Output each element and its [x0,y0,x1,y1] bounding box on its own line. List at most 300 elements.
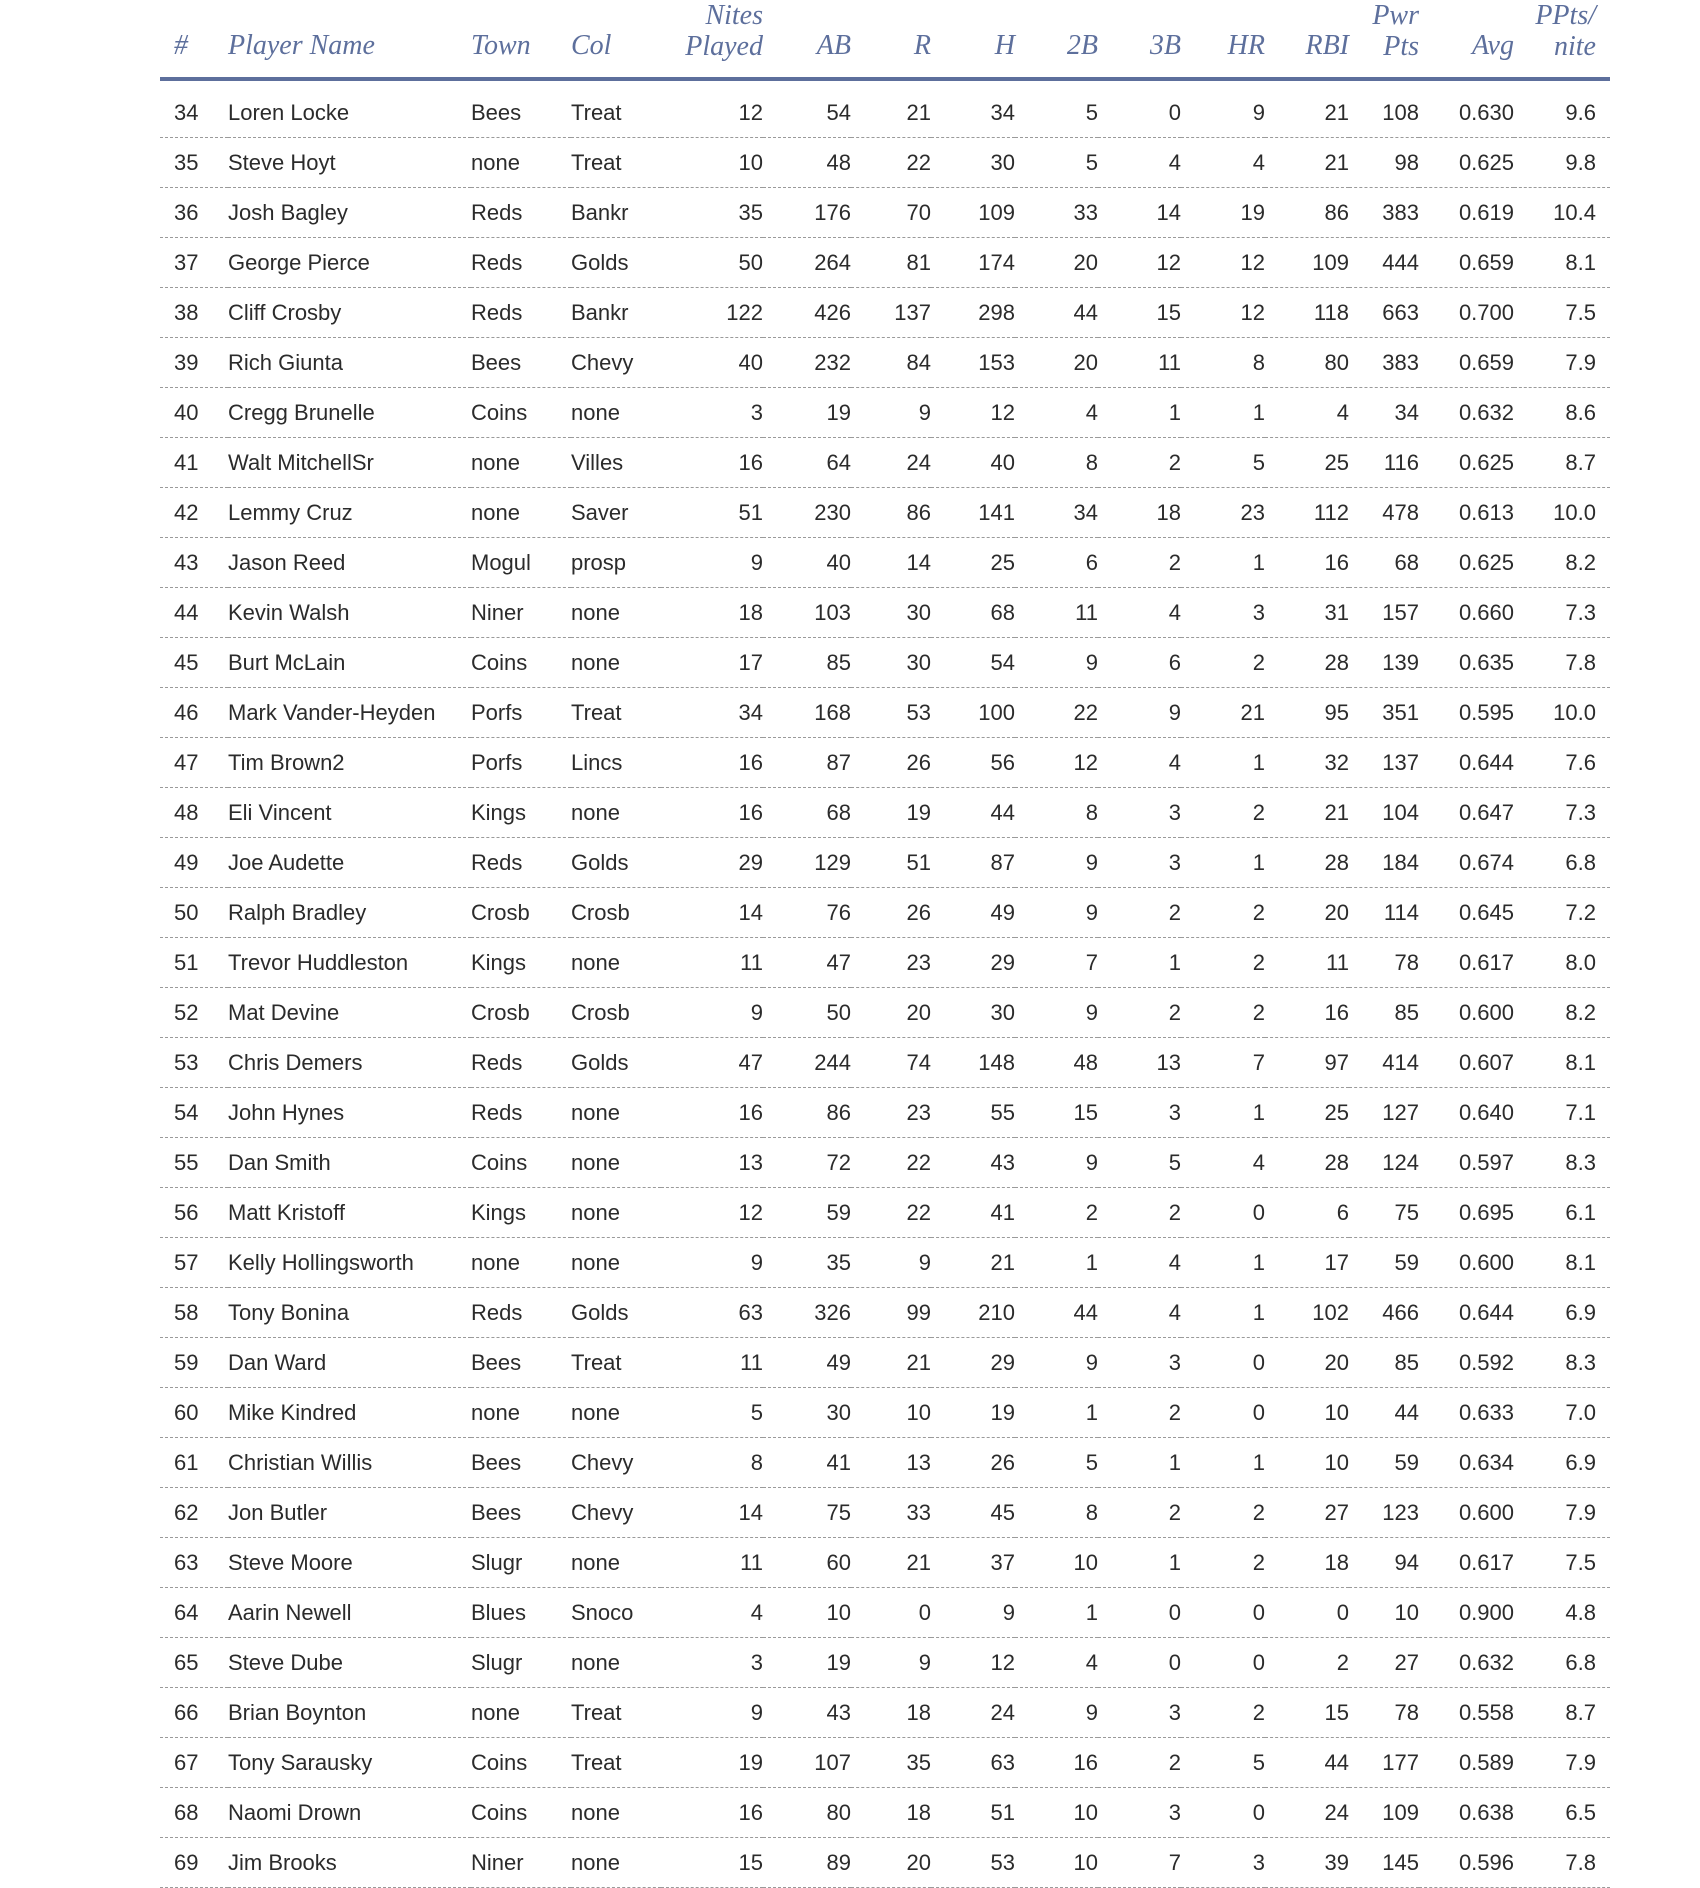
cell-ab: 168 [763,688,851,738]
cell-hr: 1 [1181,538,1265,588]
cell-r: 21 [851,1338,931,1388]
cell-col: prosp [571,538,661,588]
cell-avg: 0.625 [1419,538,1514,588]
cell-num: 67 [160,1738,228,1788]
cell-player-name: Joe Audette [228,838,471,888]
cell-pwr-pts: 78 [1349,1688,1419,1738]
cell-hr: 4 [1181,138,1265,188]
cell-ppts-per-nite: 4.8 [1514,1588,1610,1638]
cell-3b: 13 [1098,1038,1181,1088]
cell-ab: 19 [763,388,851,438]
cell-avg: 0.600 [1419,988,1514,1038]
cell-player-name: Steve Dube [228,1638,471,1688]
cell-town: none [471,1688,571,1738]
cell-num: 50 [160,888,228,938]
cell-h: 53 [931,1838,1015,1888]
cell-pwr-pts: 27 [1349,1638,1419,1688]
cell-player-name: Steve Moore [228,1538,471,1588]
cell-town: Crosb [471,988,571,1038]
cell-player-name: Ralph Bradley [228,888,471,938]
cell-nites-played: 122 [661,288,763,338]
cell-r: 81 [851,238,931,288]
cell-rbi: 31 [1265,588,1349,638]
cell-avg: 0.674 [1419,838,1514,888]
cell-h: 29 [931,1338,1015,1388]
cell-avg: 0.617 [1419,1538,1514,1588]
cell-col: none [571,1788,661,1838]
cell-town: Porfs [471,688,571,738]
header-pwr-line1: Pwr [1372,0,1419,31]
cell-col: Crosb [571,888,661,938]
cell-rbi: 112 [1265,488,1349,538]
cell-pwr-pts: 157 [1349,588,1419,638]
cell-rbi: 0 [1265,1588,1349,1638]
cell-num: 58 [160,1288,228,1338]
cell-nites-played: 17 [661,638,763,688]
cell-r: 53 [851,688,931,738]
table-row [160,1038,1610,1088]
cell-player-name: Cregg Brunelle [228,388,471,438]
cell-3b: 15 [1098,288,1181,338]
cell-player-name: Jon Butler [228,1488,471,1538]
cell-ab: 19 [763,1638,851,1688]
cell-town: Bees [471,1338,571,1388]
cell-rbi: 118 [1265,288,1349,338]
cell-col: Chevy [571,1438,661,1488]
cell-hr: 5 [1181,1738,1265,1788]
cell-ab: 326 [763,1288,851,1338]
cell-avg: 0.617 [1419,938,1514,988]
cell-nites-played: 8 [661,1438,763,1488]
cell-town: Reds [471,288,571,338]
cell-pwr-pts: 127 [1349,1088,1419,1138]
cell-ppts-per-nite: 8.0 [1514,938,1610,988]
player-stats-table [160,0,1610,1888]
cell-h: 37 [931,1538,1015,1588]
cell-ppts-per-nite: 6.9 [1514,1288,1610,1338]
cell-rbi: 86 [1265,188,1349,238]
cell-r: 18 [851,1788,931,1838]
cell-player-name: Kelly Hollingsworth [228,1238,471,1288]
cell-hr: 3 [1181,1838,1265,1888]
cell-2b: 9 [1015,1688,1098,1738]
cell-pwr-pts: 68 [1349,538,1419,588]
cell-3b: 0 [1098,79,1181,138]
cell-ab: 35 [763,1238,851,1288]
cell-col: Bankr [571,188,661,238]
cell-town: Bees [471,1488,571,1538]
cell-nites-played: 16 [661,1088,763,1138]
cell-num: 39 [160,338,228,388]
cell-r: 21 [851,79,931,138]
cell-r: 70 [851,188,931,238]
cell-2b: 9 [1015,838,1098,888]
header-avg: Avg [1419,0,1514,79]
cell-2b: 8 [1015,438,1098,488]
cell-rbi: 10 [1265,1438,1349,1488]
header-player-name: Player Name [228,0,471,79]
cell-num: 46 [160,688,228,738]
table-row [160,1738,1610,1788]
cell-avg: 0.592 [1419,1338,1514,1388]
cell-num: 54 [160,1088,228,1138]
header-row [160,0,1610,79]
header-rbi: RBI [1265,0,1349,79]
cell-ppts-per-nite: 8.2 [1514,988,1610,1038]
cell-player-name: Rich Giunta [228,338,471,388]
cell-r: 35 [851,1738,931,1788]
cell-num: 48 [160,788,228,838]
cell-3b: 2 [1098,888,1181,938]
cell-col: Villes [571,438,661,488]
cell-ppts-per-nite: 6.1 [1514,1188,1610,1238]
cell-ppts-per-nite: 7.6 [1514,738,1610,788]
cell-hr: 19 [1181,188,1265,238]
cell-nites-played: 16 [661,738,763,788]
cell-ppts-per-nite: 8.1 [1514,238,1610,288]
cell-r: 23 [851,938,931,988]
cell-ab: 264 [763,238,851,288]
cell-r: 74 [851,1038,931,1088]
cell-num: 44 [160,588,228,638]
table-row [160,79,1610,138]
cell-r: 86 [851,488,931,538]
cell-rbi: 21 [1265,788,1349,838]
cell-h: 109 [931,188,1015,238]
cell-player-name: George Pierce [228,238,471,288]
cell-rbi: 28 [1265,838,1349,888]
cell-player-name: Trevor Huddleston [228,938,471,988]
cell-rbi: 95 [1265,688,1349,738]
cell-nites-played: 3 [661,1638,763,1688]
cell-2b: 1 [1015,1238,1098,1288]
cell-avg: 0.630 [1419,79,1514,138]
cell-h: 30 [931,138,1015,188]
table-row [160,1688,1610,1738]
cell-player-name: Tim Brown2 [228,738,471,788]
cell-avg: 0.635 [1419,638,1514,688]
cell-ppts-per-nite: 8.1 [1514,1238,1610,1288]
cell-nites-played: 12 [661,1188,763,1238]
cell-h: 49 [931,888,1015,938]
table-row [160,1538,1610,1588]
cell-ppts-per-nite: 7.1 [1514,1088,1610,1138]
cell-col: Treat [571,138,661,188]
cell-2b: 9 [1015,1138,1098,1188]
cell-player-name: Matt Kristoff [228,1188,471,1238]
cell-num: 63 [160,1538,228,1588]
cell-town: Kings [471,938,571,988]
cell-ppts-per-nite: 7.9 [1514,1738,1610,1788]
cell-col: Golds [571,238,661,288]
cell-num: 64 [160,1588,228,1638]
cell-h: 12 [931,388,1015,438]
table-row [160,1188,1610,1238]
cell-ab: 49 [763,1338,851,1388]
cell-num: 36 [160,188,228,238]
cell-h: 55 [931,1088,1015,1138]
cell-col: Treat [571,1738,661,1788]
cell-col: Golds [571,1288,661,1338]
cell-town: none [471,1388,571,1438]
cell-pwr-pts: 34 [1349,388,1419,438]
table-row [160,738,1610,788]
cell-h: 34 [931,79,1015,138]
cell-rbi: 20 [1265,1338,1349,1388]
cell-avg: 0.700 [1419,288,1514,338]
cell-2b: 6 [1015,538,1098,588]
cell-2b: 48 [1015,1038,1098,1088]
header-hr: HR [1181,0,1265,79]
cell-num: 68 [160,1788,228,1838]
cell-hr: 1 [1181,1238,1265,1288]
cell-r: 33 [851,1488,931,1538]
cell-avg: 0.558 [1419,1688,1514,1738]
cell-num: 47 [160,738,228,788]
cell-3b: 3 [1098,1338,1181,1388]
cell-r: 26 [851,738,931,788]
cell-rbi: 2 [1265,1638,1349,1688]
table-row [160,1388,1610,1438]
cell-rbi: 15 [1265,1688,1349,1738]
cell-3b: 2 [1098,1388,1181,1438]
cell-h: 26 [931,1438,1015,1488]
cell-num: 38 [160,288,228,338]
cell-2b: 4 [1015,1638,1098,1688]
cell-col: none [571,1088,661,1138]
cell-col: Lincs [571,738,661,788]
cell-avg: 0.644 [1419,1288,1514,1338]
cell-3b: 14 [1098,188,1181,238]
cell-ppts-per-nite: 10.4 [1514,188,1610,238]
cell-2b: 22 [1015,688,1098,738]
cell-rbi: 11 [1265,938,1349,988]
cell-r: 9 [851,1638,931,1688]
cell-ab: 87 [763,738,851,788]
table-row [160,1488,1610,1538]
header-town: Town [471,0,571,79]
cell-2b: 1 [1015,1588,1098,1638]
cell-nites-played: 4 [661,1588,763,1638]
cell-r: 20 [851,988,931,1038]
cell-r: 51 [851,838,931,888]
cell-hr: 5 [1181,438,1265,488]
cell-avg: 0.632 [1419,388,1514,438]
cell-num: 66 [160,1688,228,1738]
cell-hr: 0 [1181,1188,1265,1238]
cell-hr: 0 [1181,1788,1265,1838]
cell-2b: 44 [1015,1288,1098,1338]
cell-player-name: Steve Hoyt [228,138,471,188]
cell-2b: 1 [1015,1388,1098,1438]
cell-h: 148 [931,1038,1015,1088]
cell-2b: 33 [1015,188,1098,238]
cell-col: Snoco [571,1588,661,1638]
cell-pwr-pts: 94 [1349,1538,1419,1588]
cell-rbi: 39 [1265,1838,1349,1888]
cell-player-name: Dan Smith [228,1138,471,1188]
cell-hr: 2 [1181,988,1265,1038]
table-row [160,638,1610,688]
cell-num: 41 [160,438,228,488]
cell-r: 99 [851,1288,931,1338]
cell-h: 25 [931,538,1015,588]
cell-3b: 0 [1098,1638,1181,1688]
cell-ppts-per-nite: 7.3 [1514,588,1610,638]
cell-ab: 80 [763,1788,851,1838]
cell-num: 69 [160,1838,228,1888]
cell-avg: 0.634 [1419,1438,1514,1488]
cell-ab: 85 [763,638,851,688]
cell-pwr-pts: 109 [1349,1788,1419,1838]
cell-avg: 0.600 [1419,1238,1514,1288]
cell-ab: 76 [763,888,851,938]
table-row [160,588,1610,638]
cell-hr: 21 [1181,688,1265,738]
cell-3b: 5 [1098,1138,1181,1188]
cell-town: none [471,488,571,538]
cell-r: 22 [851,1138,931,1188]
cell-nites-played: 34 [661,688,763,738]
cell-3b: 3 [1098,788,1181,838]
cell-hr: 12 [1181,288,1265,338]
cell-ab: 10 [763,1588,851,1638]
cell-col: Chevy [571,338,661,388]
cell-2b: 20 [1015,238,1098,288]
header-nites-played [661,0,763,79]
cell-col: Treat [571,79,661,138]
cell-ab: 244 [763,1038,851,1088]
header-2b: 2B [1015,0,1098,79]
cell-col: Crosb [571,988,661,1038]
cell-town: Coins [471,1738,571,1788]
cell-town: Niner [471,588,571,638]
cell-avg: 0.660 [1419,588,1514,638]
cell-ab: 426 [763,288,851,338]
cell-r: 0 [851,1588,931,1638]
cell-h: 19 [931,1388,1015,1438]
cell-num: 51 [160,938,228,988]
cell-3b: 1 [1098,388,1181,438]
cell-rbi: 4 [1265,388,1349,438]
cell-num: 61 [160,1438,228,1488]
header-3b: 3B [1098,0,1181,79]
cell-r: 10 [851,1388,931,1438]
cell-col: Golds [571,838,661,888]
cell-avg: 0.595 [1419,688,1514,738]
cell-rbi: 10 [1265,1388,1349,1438]
cell-pwr-pts: 123 [1349,1488,1419,1538]
cell-rbi: 16 [1265,538,1349,588]
table-row [160,1838,1610,1888]
cell-avg: 0.625 [1419,438,1514,488]
cell-h: 87 [931,838,1015,888]
cell-h: 51 [931,1788,1015,1838]
cell-ab: 41 [763,1438,851,1488]
cell-ppts-per-nite: 10.0 [1514,488,1610,538]
cell-pwr-pts: 139 [1349,638,1419,688]
cell-rbi: 25 [1265,438,1349,488]
cell-h: 210 [931,1288,1015,1338]
cell-3b: 2 [1098,988,1181,1038]
cell-ab: 50 [763,988,851,1038]
cell-2b: 7 [1015,938,1098,988]
cell-hr: 1 [1181,1438,1265,1488]
cell-nites-played: 13 [661,1138,763,1188]
cell-nites-played: 18 [661,588,763,638]
cell-r: 24 [851,438,931,488]
table-row [160,1338,1610,1388]
cell-r: 84 [851,338,931,388]
cell-ppts-per-nite: 6.8 [1514,838,1610,888]
cell-town: Reds [471,1288,571,1338]
cell-2b: 8 [1015,788,1098,838]
cell-avg: 0.659 [1419,238,1514,288]
cell-r: 20 [851,1838,931,1888]
cell-hr: 2 [1181,788,1265,838]
cell-col: none [571,388,661,438]
cell-pwr-pts: 85 [1349,988,1419,1038]
cell-h: 40 [931,438,1015,488]
cell-2b: 15 [1015,1088,1098,1138]
cell-player-name: Dan Ward [228,1338,471,1388]
cell-3b: 2 [1098,1738,1181,1788]
cell-pwr-pts: 59 [1349,1238,1419,1288]
cell-col: Treat [571,1338,661,1388]
cell-col: none [571,1638,661,1688]
cell-town: Reds [471,1038,571,1088]
cell-nites-played: 16 [661,438,763,488]
cell-ab: 86 [763,1088,851,1138]
cell-ab: 68 [763,788,851,838]
cell-ppts-per-nite: 7.8 [1514,638,1610,688]
cell-3b: 1 [1098,938,1181,988]
cell-num: 35 [160,138,228,188]
cell-ppts-per-nite: 6.9 [1514,1438,1610,1488]
cell-ppts-per-nite: 9.8 [1514,138,1610,188]
cell-hr: 0 [1181,1338,1265,1388]
cell-town: Reds [471,238,571,288]
cell-ppts-per-nite: 8.1 [1514,1038,1610,1088]
cell-r: 22 [851,138,931,188]
cell-ab: 89 [763,1838,851,1888]
cell-h: 43 [931,1138,1015,1188]
cell-pwr-pts: 44 [1349,1388,1419,1438]
cell-nites-played: 16 [661,788,763,838]
cell-hr: 2 [1181,1688,1265,1738]
cell-h: 141 [931,488,1015,538]
cell-num: 45 [160,638,228,688]
cell-h: 100 [931,688,1015,738]
cell-h: 24 [931,1688,1015,1738]
cell-nites-played: 47 [661,1038,763,1088]
cell-3b: 4 [1098,588,1181,638]
cell-avg: 0.596 [1419,1838,1514,1888]
cell-col: none [571,1838,661,1888]
cell-r: 21 [851,1538,931,1588]
cell-avg: 0.597 [1419,1138,1514,1188]
cell-town: Reds [471,1088,571,1138]
cell-col: none [571,1188,661,1238]
cell-rbi: 102 [1265,1288,1349,1338]
cell-pwr-pts: 98 [1349,138,1419,188]
cell-hr: 0 [1181,1388,1265,1438]
cell-nites-played: 11 [661,938,763,988]
cell-2b: 10 [1015,1838,1098,1888]
cell-2b: 5 [1015,79,1098,138]
cell-ab: 230 [763,488,851,538]
cell-nites-played: 11 [661,1338,763,1388]
